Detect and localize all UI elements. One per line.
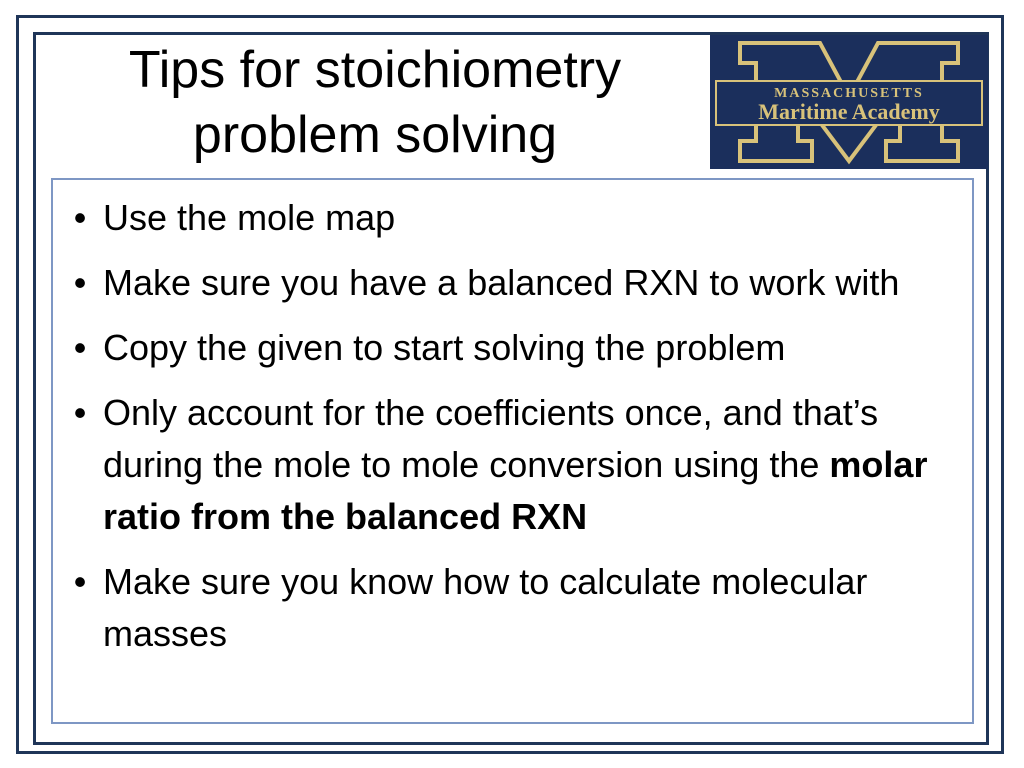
bullet-dot: •: [73, 327, 87, 368]
bullet-list: [53, 192, 972, 673]
bullet-item: [53, 322, 972, 374]
bullet-item: [53, 387, 972, 543]
bullet-dot: •: [73, 262, 87, 303]
logo-graphic: [710, 35, 988, 169]
bullet-text: Use the mole map: [103, 197, 396, 238]
logo-text-line1: MASSACHUSETTS: [774, 86, 924, 101]
slide-title: [60, 38, 690, 168]
title-line-2: problem solving: [192, 106, 558, 164]
bullet-item: [53, 556, 972, 660]
title-line-1: Tips for stoichiometry: [128, 41, 622, 99]
content-box: [51, 178, 974, 724]
bullet-text: Make sure you have a balanced RXN to work with: [103, 262, 900, 303]
maritime-academy-logo: [710, 35, 988, 169]
bullet-item: [53, 257, 972, 309]
bullet-text-bold: molar ratio from the balanced RXN: [103, 444, 928, 537]
bullet-item: [53, 192, 972, 244]
bullet-text: Copy the given to start solving the problem: [103, 327, 786, 368]
logo-text-line2: Maritime Academy: [758, 99, 940, 124]
bullet-dot: •: [73, 197, 87, 238]
bullet-text: Make sure you know how to calculate molecular masses: [103, 561, 868, 654]
bullet-dot: •: [73, 392, 87, 433]
bullet-dot: •: [73, 561, 87, 602]
bullet-text: Only account for the coefficients once, and that’s during the mole to mole conversion using the: [103, 392, 879, 485]
